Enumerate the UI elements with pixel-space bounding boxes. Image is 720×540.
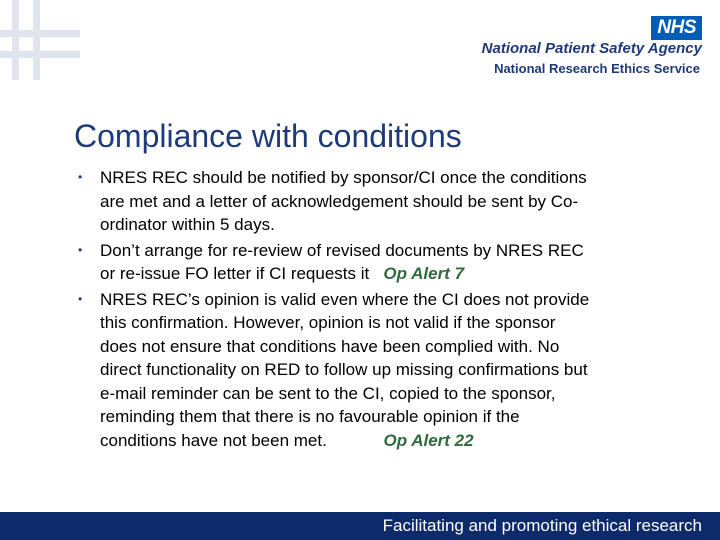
footer-bar xyxy=(0,512,720,540)
corner-decoration xyxy=(0,0,80,80)
bullet-line: NRES REC’s opinion is valid even where the CI does not provide xyxy=(100,289,590,309)
bullet-line: ordinator within 5 days. xyxy=(100,215,275,234)
bullet-icon: • xyxy=(78,291,83,306)
bullet-line: reminding them that there is no favourable opinion if the xyxy=(100,407,520,426)
service-name: National Research Ethics Service xyxy=(494,61,700,76)
bullet-icon: • xyxy=(78,242,83,257)
bullet-line: e-mail reminder can be sent to the CI, copied to the sponsor, xyxy=(100,383,556,403)
bullet-item xyxy=(74,166,690,237)
bullet-item xyxy=(74,288,690,453)
bullet-line: conditions have not been met. xyxy=(100,430,327,450)
bullet-line: are met and a letter of acknowledgement should be sent by Co- xyxy=(100,191,579,211)
bullet-line: direct functionality on RED to follow up missing confirmations but xyxy=(100,360,588,379)
op-alert-reference: Op Alert 22 xyxy=(383,430,474,450)
bullet-line: this confirmation. However, opinion is not valid if the sponsor xyxy=(100,313,556,332)
organization-logo xyxy=(432,16,702,80)
bullet-line: does not ensure that conditions have been complied with. No xyxy=(100,336,560,356)
op-alert-reference: Op Alert 7 xyxy=(383,264,465,283)
org-name: National Patient Safety Agency xyxy=(481,40,702,57)
bullet-line: Don’t arrange for re-review of revised documents by NRES REC xyxy=(100,240,584,260)
slide-title: Compliance with conditions xyxy=(74,118,462,154)
footer-tagline: Facilitating and promoting ethical research xyxy=(382,516,702,535)
bullet-line: or re-issue FO letter if CI requests it xyxy=(100,264,370,283)
nhs-logo: NHS xyxy=(651,16,702,40)
bullet-list xyxy=(74,166,690,454)
bullet-item xyxy=(74,239,690,286)
bullet-icon: • xyxy=(78,170,83,184)
bullet-line: NRES REC should be notified by sponsor/CI once the conditions xyxy=(100,168,587,187)
